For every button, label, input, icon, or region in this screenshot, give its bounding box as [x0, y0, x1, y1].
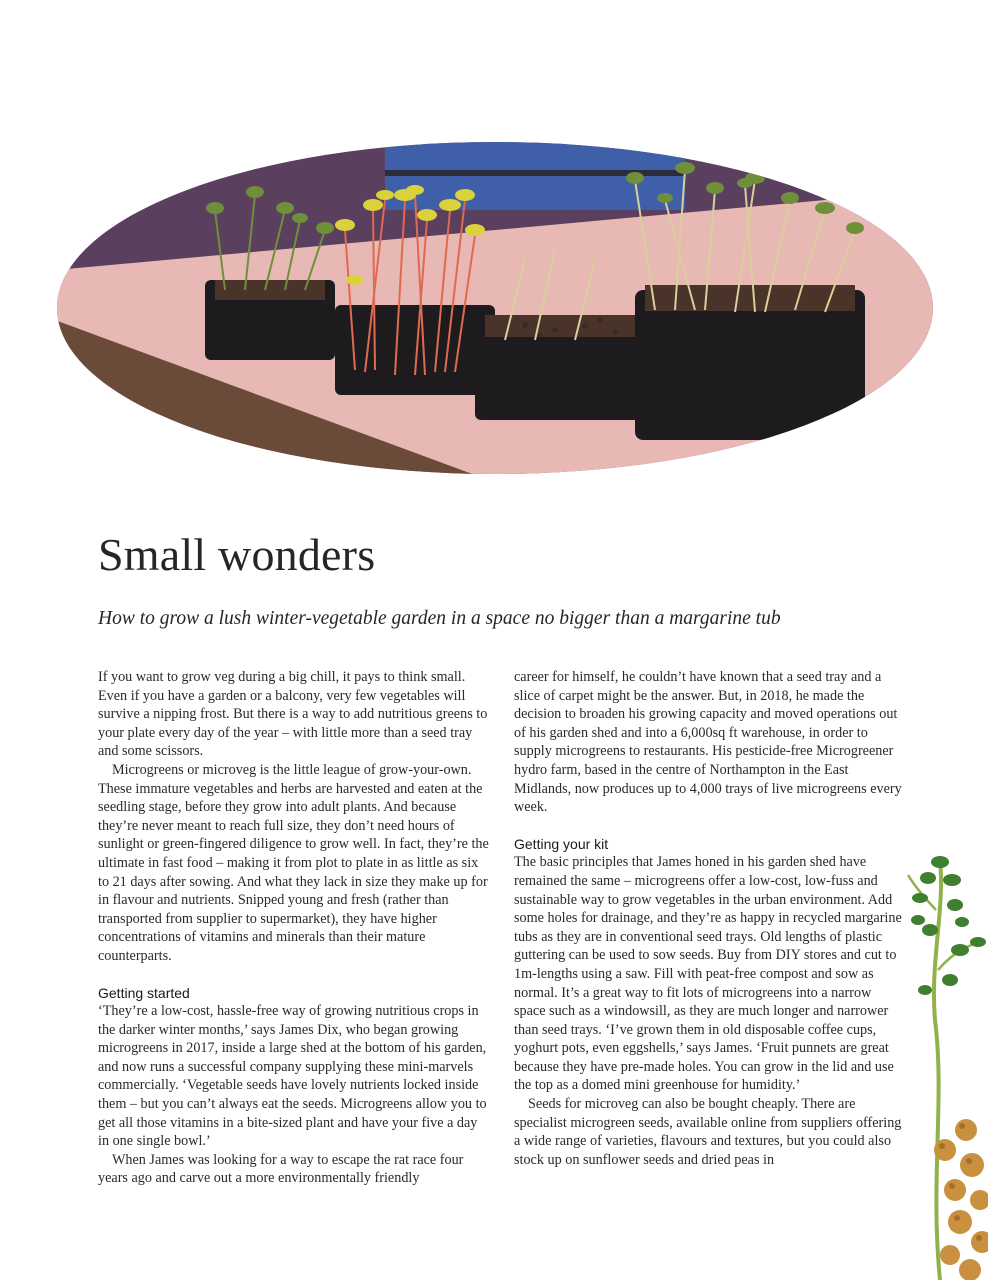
- article-title: Small wonders: [98, 529, 376, 580]
- body-paragraph: The basic principles that James honed in his garden shed have remained the same – microgreens offer a low-cost, low-fuss and sustainable way to grow vegetables in the urban environment. Add some holes for drainage, and they’re as happy in recycled margarine tubs as they are in conventional seed trays. Old lengths of plastic guttering can be used to sow seeds. Buy from DIY stores and cut to 1m-lengths using a saw. Fill with peat-free compost and sow as normal. It’s a great way to fit lots of microgreens into a narrow space such as a windowsill, as they are much longer and narrower than seed trays. ‘I’ve grown them in old disposable coffee cups, yoghurt pots, even eggshells,’ says James. ‘Fruit punnets are great because they have pre-made holes. You can grow in the lid and use the top as a domed mini greenhouse for humidity.’: [514, 854, 902, 1094]
- body-paragraph: When James was looking for a way to escape the rat race four years ago and carve out a more environmentally friendly: [98, 1151, 464, 1187]
- article-standfirst: How to grow a lush winter-vegetable garden in a space no bigger than a margarine tub: [98, 608, 781, 629]
- section-heading: Getting your kit: [514, 835, 609, 852]
- pea-shoot-decoration: [900, 850, 988, 1280]
- left-column: [98, 668, 490, 1188]
- body-paragraph: Microgreens or microveg is the little league of grow-your-own. These immature vegetables and herbs are harvested and eaten at the seedling stage, before they grow into adult plants. And because they’re never meant to reach full size, they don’t need hours of sunlight or green-fingered diligence to grow well. In fact, they’re the ultimate in fast food – making it from plot to plate in as little as six to 21 days after sowing. And what they lack in size they make up for in flavour and nutrients. Snipped young and fresh (rather than transported from supplier to supermarket), they have higher concentrations of vitamins and minerals than their mature counterparts.: [98, 761, 489, 964]
- microgreens-illustration: [55, 140, 935, 475]
- section-heading: Getting started: [98, 984, 190, 1001]
- body-paragraph: ‘They’re a low-cost, hassle-free way of growing nutritious crops in the darker winter months,’ says James Dix, who began growing microgreens in 2017, inside a large shed at the bottom of his garden, and now runs a successful company supplying these mini-marvels commercially. ‘Vegetable seeds have lovely nutrients locked inside them – but you can’t always eat the seeds. Microgreens allow you to get all those vitamins in a bite-sized plant and have your five a day in one single bowl.’: [98, 1003, 487, 1150]
- body-paragraph: Seeds for microveg can also be bought cheaply. There are specialist microgreen seeds, available online from suppliers offering a wide range of varieties, flavours and textures, but you could also stock up on sunflower seeds and dried peas in: [514, 1096, 902, 1168]
- right-column: [514, 668, 906, 1169]
- body-paragraph: career for himself, he couldn’t have known that a seed tray and a slice of carpet might be the answer. But, in 2018, he made the decision to broaden his growing capacity and moved operations out of his garden shed and into a 6,000sq ft warehouse, in order to supply microgreens to restaurants. His pesticide-free Microgreener hydro farm, based in the centre of Northampton in the East Midlands, now produces up to 4,000 trays of live microgreens every week.: [514, 669, 902, 816]
- body-paragraph: If you want to grow veg during a big chill, it pays to think small. Even if you have a garden or a balcony, very few vegetables will survive a nipping frost. But there is a way to add nutritious greens to your plate every day of the year – with little more than a seed tray and some scissors.: [98, 669, 488, 760]
